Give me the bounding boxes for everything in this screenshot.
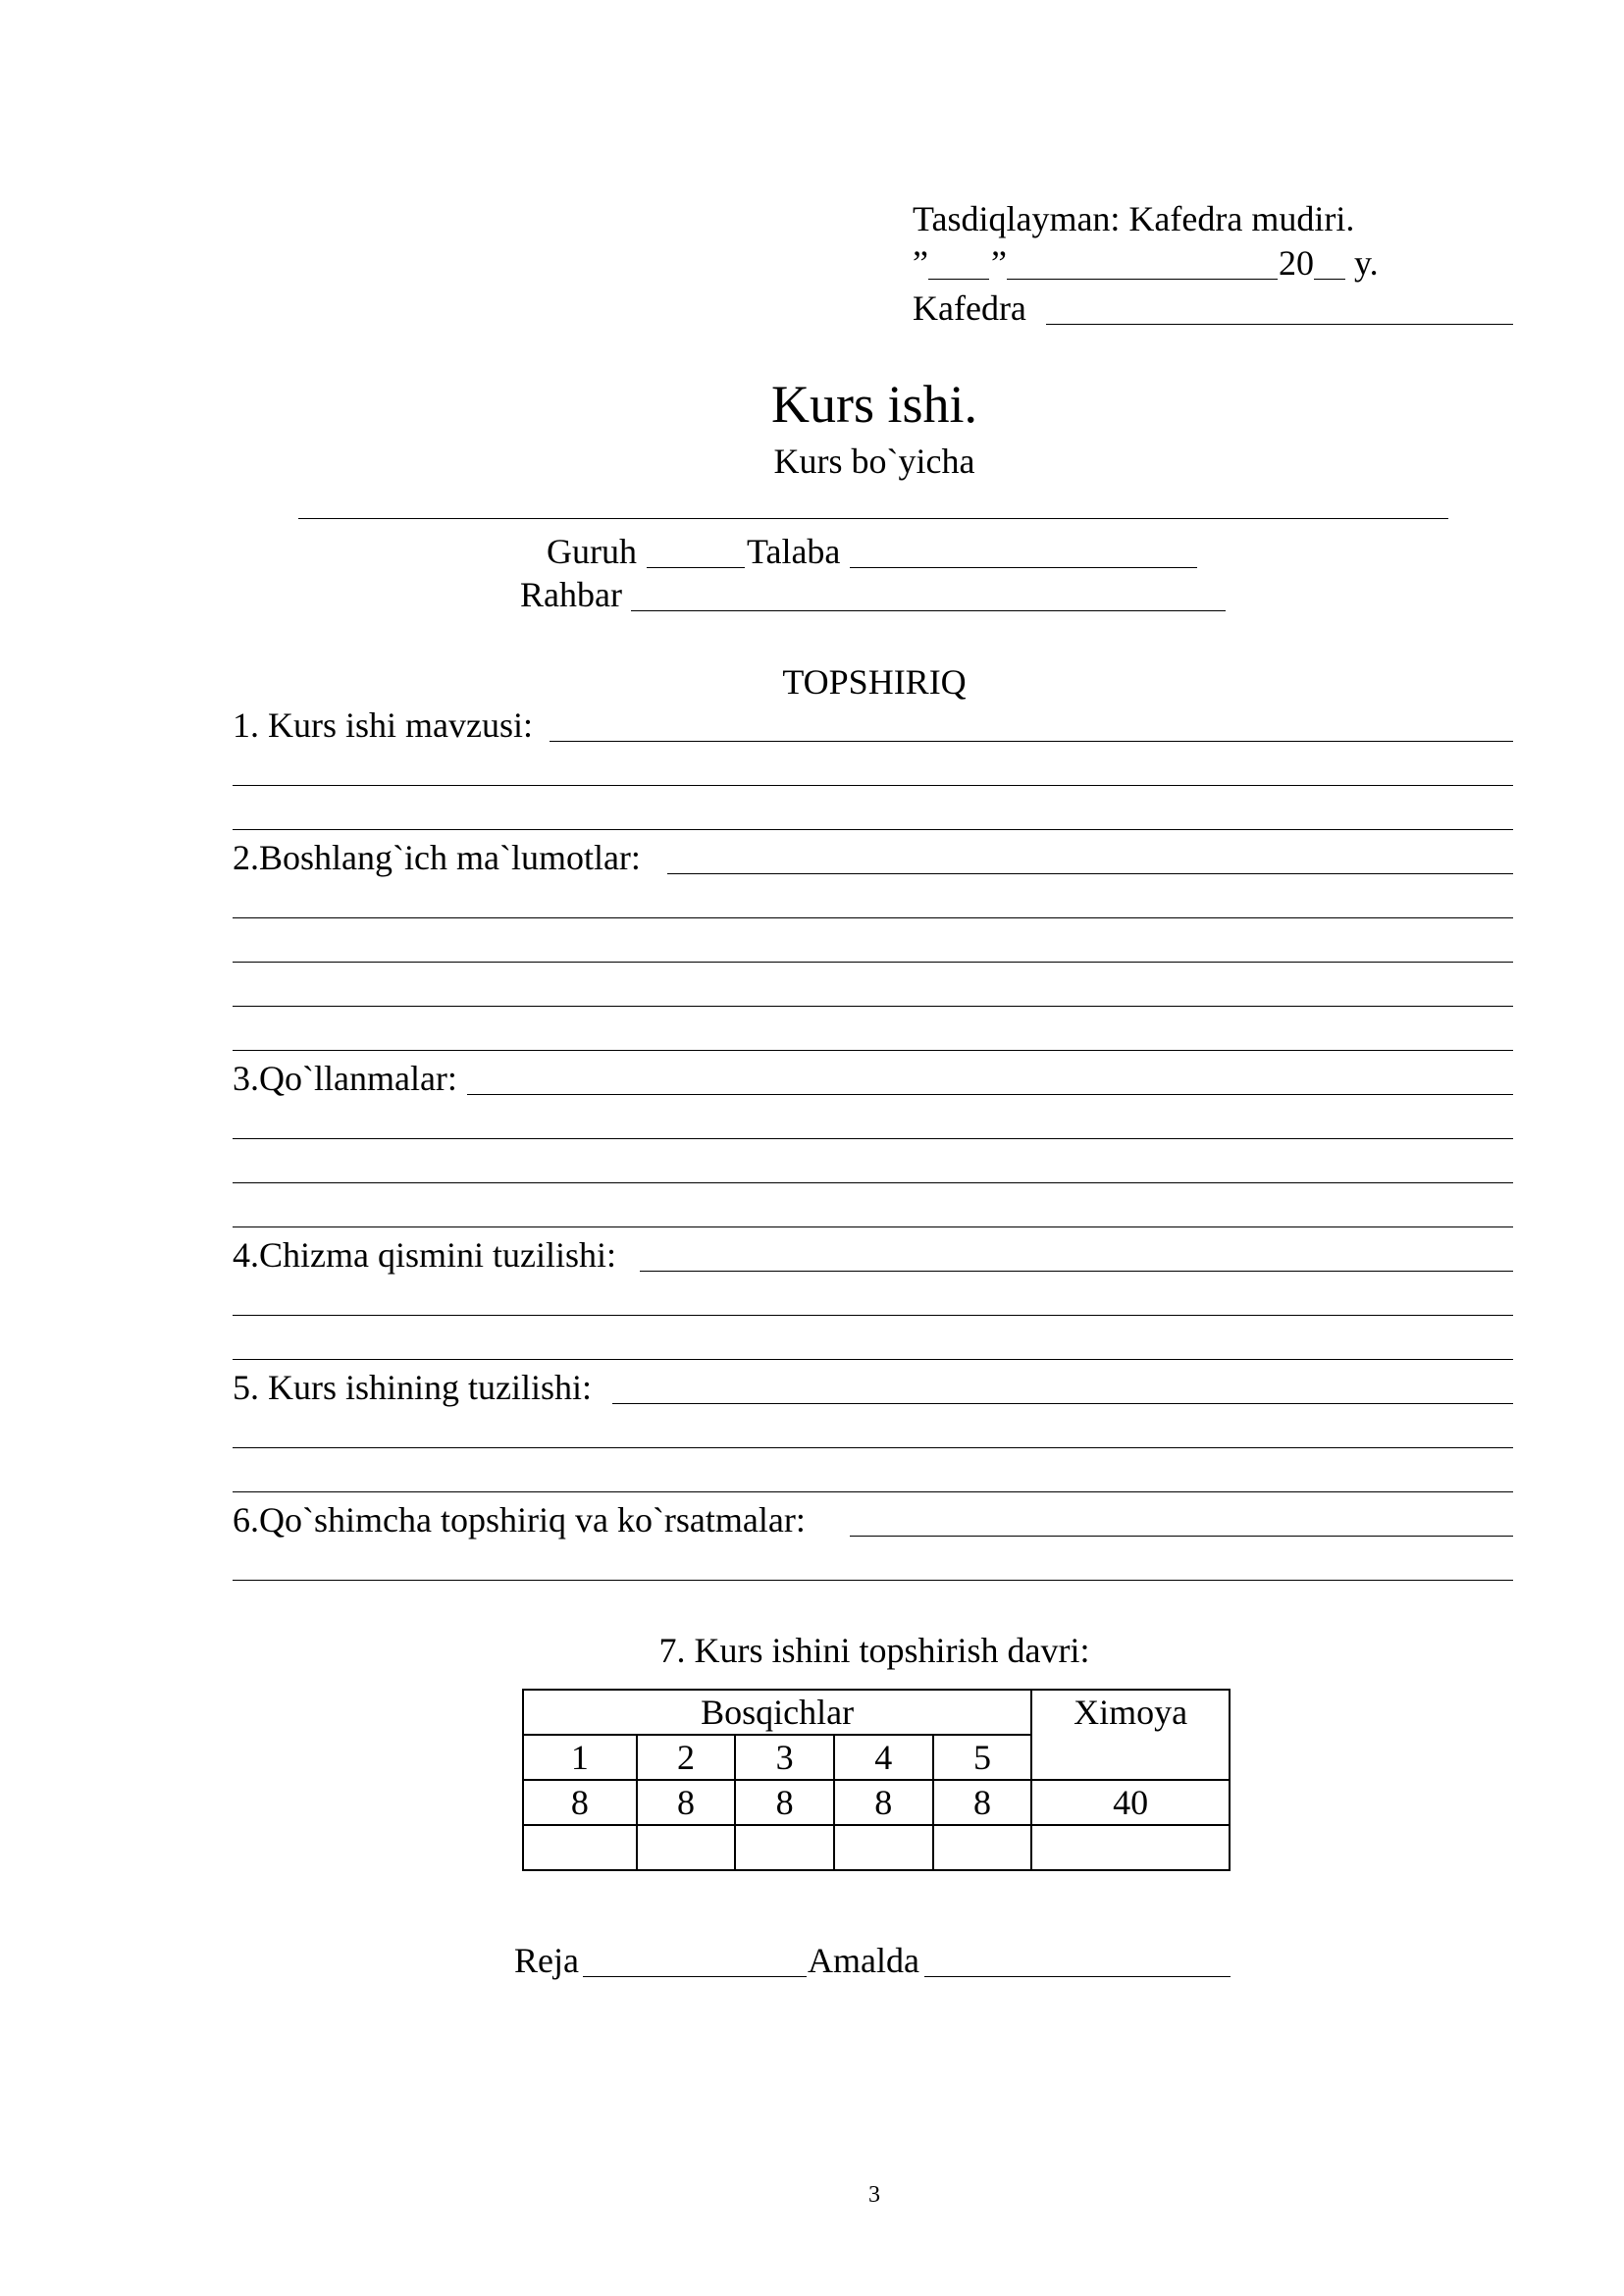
plan-blank <box>583 1976 807 1977</box>
empty-cell <box>834 1825 933 1870</box>
section-6-line-2 <box>233 1580 1513 1581</box>
section-6-label: 6.Qo`shimcha topshiriq va ko`rsatmalar: <box>233 1500 806 1539</box>
section-2-label: 2.Boshlang`ich ma`lumotlar: <box>233 838 641 877</box>
date-year-blank <box>1314 279 1345 280</box>
section-3-line-4 <box>233 1226 1513 1227</box>
approval-date-mid: ” <box>991 243 1007 283</box>
group-blank <box>647 567 745 568</box>
stage-value-cell: 8 <box>933 1780 1032 1825</box>
stage-number-cell: 2 <box>637 1735 736 1780</box>
section-5-label: 5. Kurs ishining tuzilishi: <box>233 1368 593 1407</box>
group-label: Guruh <box>547 532 637 571</box>
task-heading: TOPSHIRIQ <box>782 662 967 702</box>
section-3-line-3 <box>233 1182 1513 1183</box>
table-row <box>523 1690 1230 1735</box>
section-2-line-3 <box>233 962 1513 963</box>
section-4-label: 4.Chizma qismini tuzilishi: <box>233 1235 616 1275</box>
student-blank <box>850 567 1197 568</box>
section-5-blank <box>612 1403 1513 1404</box>
section-1-blank <box>550 741 1513 742</box>
empty-cell <box>523 1825 637 1870</box>
approval-line: Tasdiqlayman: Kafedra mudiri. <box>913 199 1355 238</box>
stage-number-cell: 1 <box>523 1735 637 1780</box>
stages-header: Bosqichlar <box>523 1690 1031 1735</box>
section-1-label: 1. Kurs ishi mavzusi: <box>233 705 533 745</box>
section-2-line-2 <box>233 917 1513 918</box>
section-5-line-3 <box>233 1491 1513 1492</box>
table-row <box>523 1780 1230 1825</box>
stage-number-cell: 5 <box>933 1735 1032 1780</box>
document-title: Kurs ishi. <box>770 375 977 434</box>
page-number: 3 <box>868 2182 880 2208</box>
approval-date-year: 20 <box>1279 243 1314 283</box>
student-label: Talaba <box>747 532 841 571</box>
date-day-blank <box>928 279 989 280</box>
schedule-table <box>522 1689 1231 1871</box>
section-5-line-2 <box>233 1447 1513 1448</box>
empty-cell <box>637 1825 736 1870</box>
document-subtitle: Kurs bo`yicha <box>773 442 975 481</box>
stage-number-cell: 3 <box>735 1735 834 1780</box>
defense-header: Ximoya <box>1031 1690 1230 1780</box>
section-3-label: 3.Qo`llanmalar: <box>233 1059 457 1098</box>
section-1-line-3 <box>233 829 1513 830</box>
stage-value-cell: 8 <box>637 1780 736 1825</box>
schedule-heading: 7. Kurs ishini topshirish davri: <box>658 1631 1090 1670</box>
section-1-line-2 <box>233 785 1513 786</box>
subject-blank <box>298 518 1448 519</box>
approval-date-open: ” <box>913 243 928 283</box>
table-row <box>523 1825 1230 1870</box>
empty-cell <box>1031 1825 1230 1870</box>
actual-blank <box>924 1976 1231 1977</box>
kafedra-label: Kafedra <box>913 288 1026 328</box>
actual-label: Amalda <box>808 1941 919 1980</box>
stage-value-cell: 8 <box>523 1780 637 1825</box>
supervisor-blank <box>631 610 1226 611</box>
section-6-blank <box>850 1536 1513 1537</box>
stage-number-cell: 4 <box>834 1735 933 1780</box>
section-2-line-4 <box>233 1006 1513 1007</box>
section-4-line-2 <box>233 1315 1513 1316</box>
section-2-line-5 <box>233 1050 1513 1051</box>
section-2-blank <box>667 873 1513 874</box>
defense-value-cell: 40 <box>1031 1780 1230 1825</box>
stage-value-cell: 8 <box>735 1780 834 1825</box>
empty-cell <box>933 1825 1032 1870</box>
plan-label: Reja <box>514 1941 579 1980</box>
section-3-blank <box>467 1094 1513 1095</box>
supervisor-label: Rahbar <box>520 575 622 614</box>
section-4-line-3 <box>233 1359 1513 1360</box>
section-4-blank <box>640 1271 1513 1272</box>
section-3-line-2 <box>233 1138 1513 1139</box>
approval-date-suffix: y. <box>1354 243 1379 283</box>
stage-value-cell: 8 <box>834 1780 933 1825</box>
empty-cell <box>735 1825 834 1870</box>
date-month-blank <box>1007 279 1278 280</box>
kafedra-blank <box>1046 324 1513 325</box>
